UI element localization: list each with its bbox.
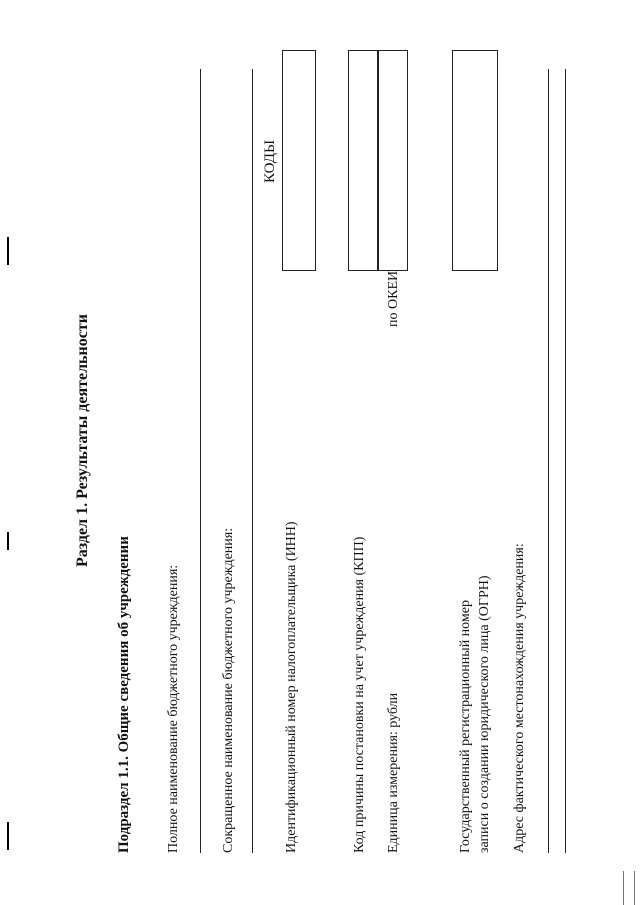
short-name-field-line xyxy=(252,69,253,853)
binding-mark xyxy=(7,237,9,265)
kpp-label: Код причины постановки на учет учреждения (КПП) xyxy=(352,536,367,853)
scan-edge-line xyxy=(623,871,624,905)
address-label: Адрес фактического местонахождения учреждения: xyxy=(512,543,527,853)
address-field-line-2 xyxy=(565,69,566,853)
full-name-label: Полное наименование бюджетного учреждения: xyxy=(166,564,181,853)
ogrn-label-line-1: Государственный регистрационный номер xyxy=(458,600,473,853)
short-name-label: Сокращенное наименование бюджетного учреждения: xyxy=(221,527,236,853)
codes-header: КОДЫ xyxy=(262,139,278,183)
inn-code-box[interactable] xyxy=(282,50,316,271)
ogrn-label-line-2: записи о создании юридического лица (ОГРН) xyxy=(477,575,492,853)
subsection-title: Подраздел 1.1. Общие сведения об учреждении xyxy=(116,536,132,853)
kpp-code-box[interactable] xyxy=(348,50,378,271)
section-title: Раздел 1. Результаты деятельности xyxy=(74,314,91,567)
address-field-line-1 xyxy=(548,69,549,853)
okei-code-box[interactable] xyxy=(378,50,408,271)
ogrn-code-box[interactable] xyxy=(452,50,498,271)
inn-label: Идентификационный номер налогоплательщика (ИНН) xyxy=(284,521,299,853)
unit-label: Единица измерения: рубли xyxy=(386,692,401,853)
full-name-field-line xyxy=(200,69,201,853)
binding-mark xyxy=(7,822,9,850)
binding-mark xyxy=(7,532,9,550)
scan-edge-line xyxy=(634,871,635,905)
okei-label: по ОКЕИ xyxy=(386,270,401,327)
